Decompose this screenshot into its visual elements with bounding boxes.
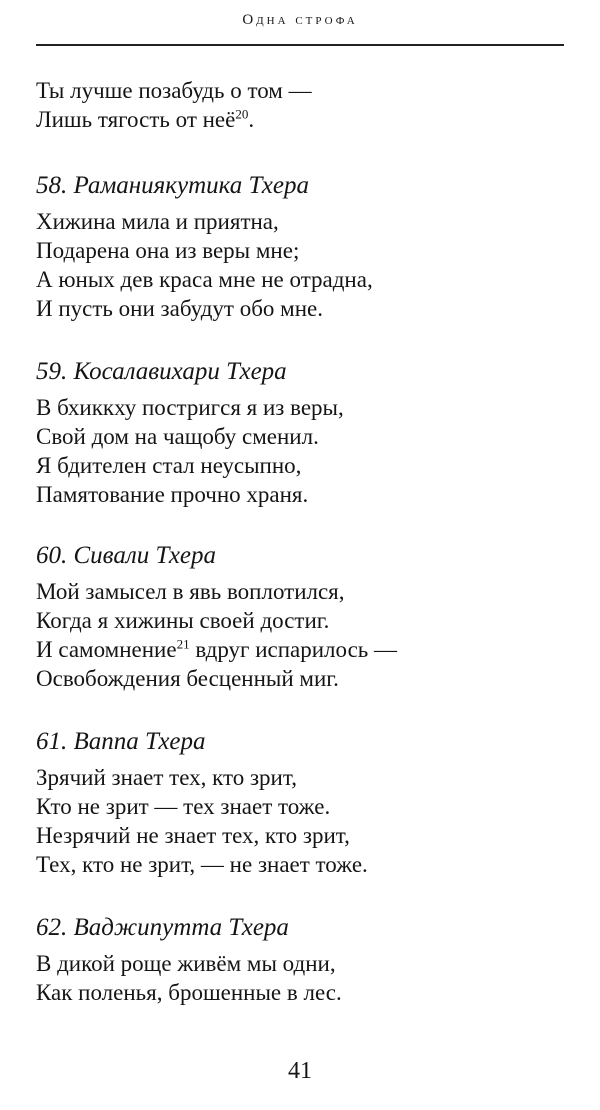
verse-line: Мой замысел в явь воплотился,: [36, 579, 345, 604]
verse-line: Тех, кто не зрит, — не знает тоже.: [36, 852, 368, 877]
section-title: 59. Косалавихари Тхера: [36, 358, 287, 385]
intro-stanza: [36, 76, 312, 134]
section-61: [36, 727, 368, 879]
verse-line: Кто не зрит — тех знает тоже.: [36, 794, 331, 819]
header-rule: [36, 44, 564, 46]
page-number: 41: [288, 1058, 312, 1084]
verse-line: И самомнение$^{21}$ вдруг испарилось —: [36, 636, 398, 662]
verse-line: Как поленья, брошенные в лес.: [36, 980, 342, 1005]
verse-line: Свой дом на чащобу сменил.: [36, 424, 319, 449]
section-58: [36, 171, 373, 323]
verse-line: Памятование прочно храня.: [36, 482, 309, 507]
verse-line: Незрячий не знает тех, кто зрит,: [36, 823, 350, 848]
verse-line: Подарена она из веры мне;: [36, 238, 300, 263]
section-title: 58. Раманиякутика Тхера: [36, 172, 309, 199]
footnote-marker: 21: [176, 636, 190, 652]
verse-line: Я бдителен стал неусыпно,: [36, 453, 302, 478]
section-title: 61. Ваппа Тхера: [36, 728, 206, 755]
verse-line: Ты лучше позабудь о том —: [36, 78, 312, 103]
verse-line: Хижина мила и приятна,: [36, 209, 279, 234]
verse-line: Когда я хижины своей достиг.: [36, 608, 330, 633]
section-title: 62. Ваджипутта Тхера: [36, 914, 289, 941]
verse-line: Зрячий знает тех, кто зрит,: [36, 765, 297, 790]
section-title: 60. Сивали Тхера: [36, 542, 217, 569]
verse-line: Лишь тягость от неё$^{20}$.: [36, 106, 255, 132]
section-60: [36, 541, 397, 693]
verse-line: В дикой роще живём мы одни,: [36, 951, 336, 976]
verse-line: В бхиккху постригся я из веры,: [36, 395, 344, 420]
running-head: Одна строфа: [242, 12, 358, 28]
verse-line: А юных дев краса мне не отрадна,: [36, 267, 373, 292]
footnote-marker: 20: [235, 106, 249, 122]
section-62: [36, 913, 342, 1007]
verse-line: И пусть они забудут обо мне.: [36, 296, 323, 321]
verse-line: Освобождения бесценный миг.: [36, 666, 339, 691]
section-59: [36, 357, 344, 509]
